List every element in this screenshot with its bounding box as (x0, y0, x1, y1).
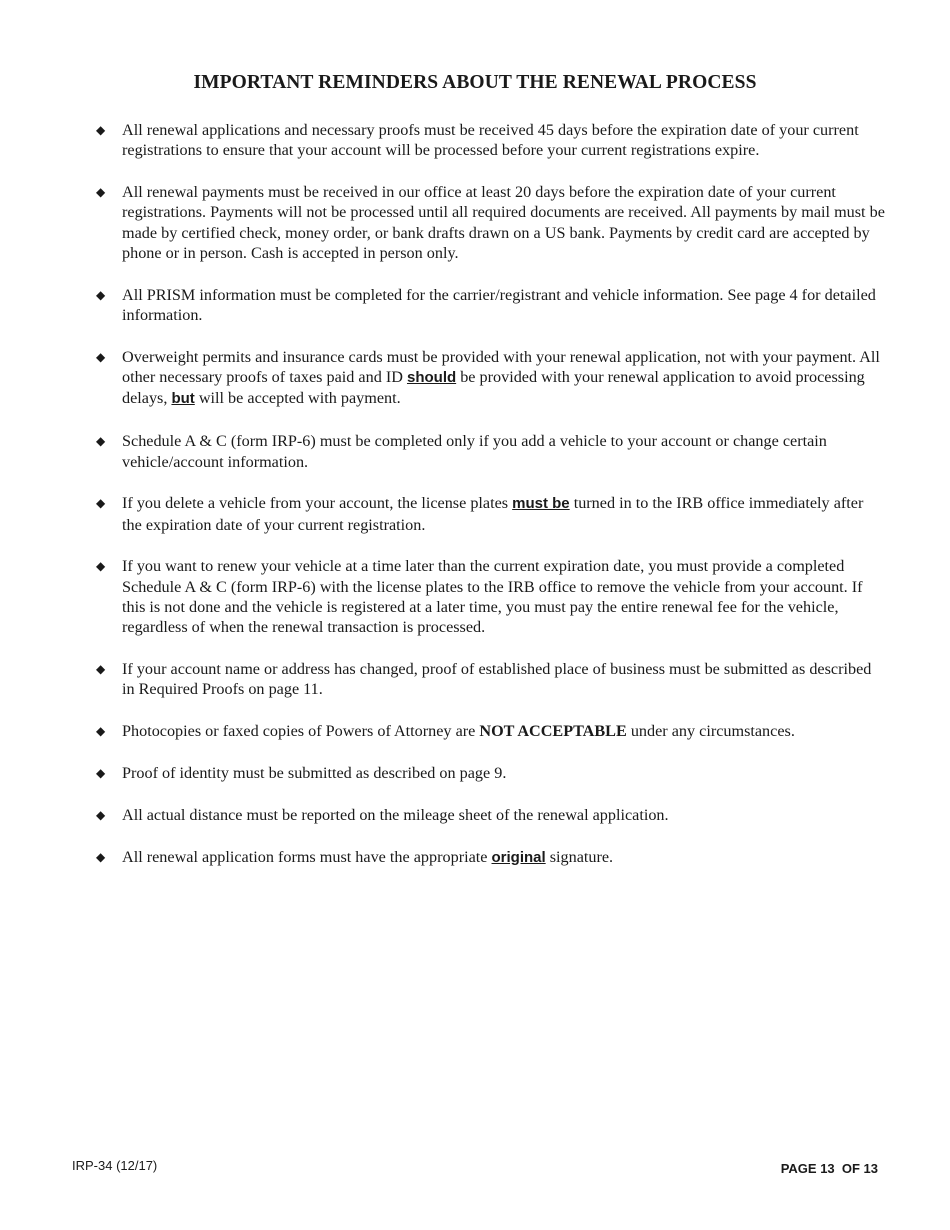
diamond-bullet-icon: ◆ (96, 849, 106, 864)
reminder-text: All renewal payments must be received in our office at least 20 days before the expiration date of your current registrations. Payments will not be processed until all required documents are received. All payments by mail must be made by certified check, money order, or bank drafts drawn on a US bank. Payments by credit card are accepted by phone or in person. Cash is accepted in person only. (122, 183, 885, 262)
list-item (96, 556, 886, 637)
reminder-text-part: Photocopies or faxed copies of Powers of Attorney are (122, 722, 480, 741)
emphasis-must-be: must be (512, 495, 570, 513)
reminder-text: If your account name or address has changed, proof of established place of business must be submitted as described in Required Proofs on page 11. (122, 660, 872, 699)
reminder-text: All PRISM information must be completed for the carrier/registrant and vehicle information. See page 4 for detailed information. (122, 285, 876, 325)
emphasis-not-acceptable: NOT ACCEPTABLE (479, 722, 627, 741)
reminder-text-part: be provided with your renewal application to avoid processing delays, (122, 368, 865, 408)
list-item (96, 721, 886, 741)
list-item (96, 431, 886, 472)
reminder-text (122, 848, 613, 866)
emphasis-should: should (406, 369, 457, 387)
page-number: PAGE 13 OF 13 (780, 1161, 878, 1176)
reminder-text: All actual distance must be reported on the mileage sheet of the renewal application. (122, 805, 669, 824)
diamond-bullet-icon: ◆ (96, 662, 106, 677)
diamond-bullet-icon: ◆ (96, 123, 106, 137)
reminder-text-part: If you delete a vehicle from your account, the license plates (122, 494, 513, 513)
form-id: IRP-34 (12/17) (72, 1158, 158, 1173)
reminder-text-part: will be accepted with payment. (194, 389, 401, 408)
reminder-text: All renewal applications and necessary proofs must be received 45 days before the expiration date of your current registrations to ensure that your account will be processed before your current registrations expire. (122, 121, 859, 160)
reminder-text-part: turned in to the IRB office immediately after the expiration date of your current registration. (122, 494, 864, 534)
reminder-text (122, 348, 880, 408)
diamond-bullet-icon: ◆ (96, 807, 106, 822)
diamond-bullet-icon: ◆ (96, 185, 106, 200)
page-title: IMPORTANT REMINDERS ABOUT THE RENEWAL PROCESS (193, 72, 757, 93)
reminder-text (122, 722, 795, 740)
diamond-bullet-icon: ◆ (96, 724, 106, 739)
reminder-text: Schedule A & C (form IRP-6) must be completed only if you add a vehicle to your account or change certain vehicle/account information. (122, 432, 827, 471)
reminder-text: If you want to renew your vehicle at a time later than the current expiration date, you must provide a completed Schedule A & C (form IRP-6) with the license plates to the IRB office to remove the vehicle from your account. If this is not done and the vehicle is registered at a later time, you must pay the entire renewal fee for the vehicle, regardless of when the renewal transaction is processed. (122, 557, 863, 637)
list-item (96, 347, 886, 410)
reminder-text-part: signature. (545, 847, 614, 866)
diamond-bullet-icon: ◆ (96, 434, 106, 449)
diamond-bullet-icon: ◆ (96, 766, 106, 781)
list-item (96, 182, 886, 263)
list-item (96, 763, 886, 783)
list-item (96, 659, 886, 700)
reminder-text-part: Overweight permits and insurance cards must be provided with your renewal application, not with your payment. All other necessary proofs of taxes paid and ID (122, 347, 880, 387)
emphasis-original: original (491, 848, 546, 866)
reminders-list (96, 120, 886, 889)
list-item (96, 847, 886, 868)
emphasis-but: but (171, 390, 195, 408)
diamond-bullet-icon: ◆ (96, 287, 106, 302)
list-item (96, 805, 886, 825)
list-item (96, 493, 886, 535)
diamond-bullet-icon: ◆ (96, 496, 106, 511)
diamond-bullet-icon: ◆ (96, 349, 106, 364)
diamond-bullet-icon: ◆ (96, 559, 106, 574)
reminder-text-part: under any circumstances. (626, 722, 795, 741)
reminder-text: Proof of identity must be submitted as described on page 9. (122, 764, 507, 783)
reminder-text (122, 494, 863, 533)
list-item (96, 285, 886, 326)
reminder-text-part: All renewal application forms must have the appropriate (122, 847, 492, 866)
list-item (96, 120, 886, 161)
